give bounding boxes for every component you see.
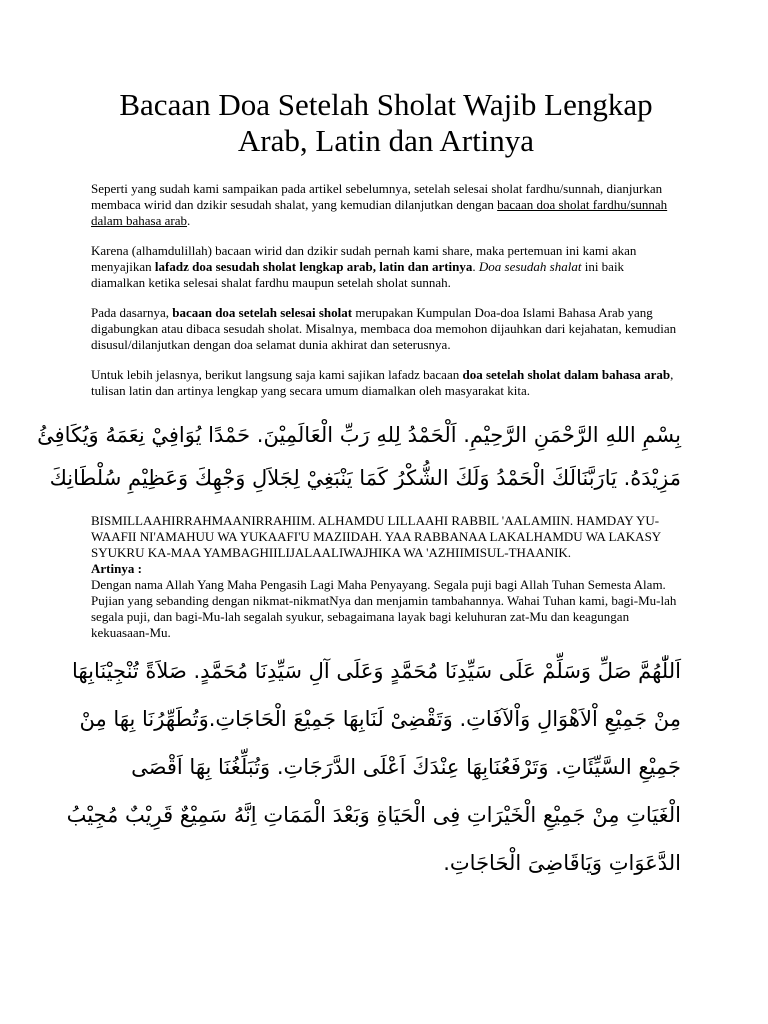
- paragraph-basics-end: merupakan Kumpulan Doa-doa Islami Bahasa Arab yang digabungkan atau dibaca sesudah sholat. Misalnya, membaca doa memohon dijauhkan dari kejahatan, kemudian disusul/dilanjutkan dengan doa selamat dunia akhirat dan seterusnya.: [91, 305, 677, 352]
- arabic-doa-1-line-2: مَزِيْدَهُ. يَارَبَّنَالَكَ الْحَمْدُ وَلَكَ الشُّكْرُ كَمَا يَنْبَغِيْ لِجَلاَلِ وَجْهِكَ وَعَظِيْمِ سُلْطَانِكَ: [49, 466, 681, 490]
- doa-sholat-link[interactable]: bacaan doa sholat fardhu/sunnah dalam bahasa arab: [91, 197, 668, 228]
- paragraph-intro: [91, 181, 681, 229]
- paragraph-details: [91, 367, 681, 399]
- paragraph-intro-end: .: [187, 213, 191, 228]
- document-page: [37, 87, 681, 887]
- paragraph-purpose-mid: .: [472, 259, 479, 274]
- arabic-doa-2: [66, 647, 681, 887]
- arabic-doa-2-line-2: مِنْ جَمِيْعِ اْلاَهْوَالِ وَاْلآفَاتِ. وَتَقْضِىْ لَنَابِهَا جَمِيْعَ الْحَاجَاتِ.وَتُطَهِّرُنَا بِهَا مِنْ: [79, 707, 681, 731]
- paragraph-details-bold: doa setelah sholat dalam bahasa arab: [462, 367, 671, 382]
- arabic-doa-2-line-5: الدَّعَوَاتِ وَيَاقَاضِىَ الْحَاجَاتِ.: [443, 851, 681, 875]
- paragraph-basics-bold: bacaan doa setelah selesai sholat: [172, 305, 353, 320]
- artinya-label: Artinya :: [91, 561, 142, 576]
- paragraph-purpose-italic: Doa sesudah shalat: [478, 259, 582, 274]
- paragraph-basics-text: Pada dasarnya,: [91, 305, 173, 320]
- paragraph-purpose-end: ini baik diamalkan ketika selesai shalat fardhu maupun setelah sholat sunnah.: [91, 259, 625, 290]
- paragraph-purpose: [91, 243, 681, 291]
- page-title: [91, 87, 681, 159]
- paragraph-purpose-text: Karena (alhamdulillah) bacaan wirid dan dzikir sudah pernah kami share, maka pertemuan ini kami akan menyajikan: [91, 243, 637, 274]
- arabic-doa-2-line-4: الْغَيَاتِ مِنْ جَمِيْعِ الْخَيْرَاتِ فِى الْحَيَاةِ وَبَعْدَ الْمَمَاتِ اِنَّهُ سَمِيْعٌ قَرِيْبٌ مُجِيْبُ: [66, 803, 681, 827]
- translation-text: Dengan nama Allah Yang Maha Pengasih Lagi Maha Penyayang. Segala puji bagi Allah Tuhan Semesta Alam. Pujian yang sebanding dengan nikmat-nikmatNya dan menjamin tambahannya. Wahai Tuhan kami, bagi-Mu-lah segala puji, dan bagi-Mu-lah segalah syukur, sebagaimana layak bagi keluhuran zat-Mu dan keagungan kekuasaan-Mu.: [91, 577, 677, 640]
- arabic-doa-2-line-3: جَمِيْعِ السَّيِّئَاتِ. وَتَرْفَعُنَابِهَا عِنْدَكَ اَعْلَى الدَّرَجَاتِ. وَتُبَلِّغُنَا بِهَا اَقْصَى: [131, 755, 681, 779]
- arabic-doa-1: [37, 415, 681, 501]
- paragraph-basics: [91, 305, 681, 353]
- intro-section: [91, 181, 681, 399]
- title-line-1: Bacaan Doa Setelah Sholat Wajib Lengkap: [119, 87, 653, 122]
- paragraph-purpose-bold: lafadz doa sesudah sholat lengkap arab, latin dan artinya: [154, 259, 473, 274]
- title-line-2: Arab, Latin dan Artinya: [237, 123, 535, 158]
- arabic-doa-2-line-1: اَللّٰهُمَّ صَلِّ وَسَلِّمْ عَلَى سَيِّدِنَا مُحَمَّدٍ وَعَلَى آلِ سَيِّدِنَا مُحَمَّدٍ. صَلاَةً تُنْجِيْنَابِهَا: [72, 659, 681, 683]
- paragraph-details-text: Untuk lebih jelasnya, berikut langsung saja kami sajikan lafadz bacaan: [91, 367, 463, 382]
- arabic-doa-1-line-1: بِسْمِ اللهِ الرَّحْمَنِ الرَّحِيْمِ. اَلْحَمْدُ لِلهِ رَبِّ الْعَالَمِيْنَ. حَمْدًا يُوَافِيْ نِعَمَهُ وَيُكَافِئُ: [37, 423, 681, 447]
- paragraph-details-end: , tulisan latin dan artinya lengkap yang secara umum diamalkan oleh masyarakat kita.: [91, 367, 674, 398]
- latin-transliteration: BISMILLAAHIRRAHMAANIRRAHIIM. ALHAMDU LILLAAHI RABBIL 'AALAMIIN. HAMDAY YU-WAAFII NI'AMAHUU WA YUKAAFI'U MAZIIDAH. YAA RABBANAA LAKALHAMDU WA LAKASY SYUKRU KA-MAA YAMBAGHIILIJALAALIWAJHIKA WA 'AZHIIMISUL-THAANIK.: [91, 513, 661, 560]
- translation-block: [91, 561, 681, 641]
- paragraph-intro-text: Seperti yang sudah kami sampaikan pada artikel sebelumnya, setelah selesai sholat fardhu/sunnah, dianjurkan membaca wirid dan dzikir sesudah shalat, yang kemudian dilanjutkan dengan: [91, 181, 663, 212]
